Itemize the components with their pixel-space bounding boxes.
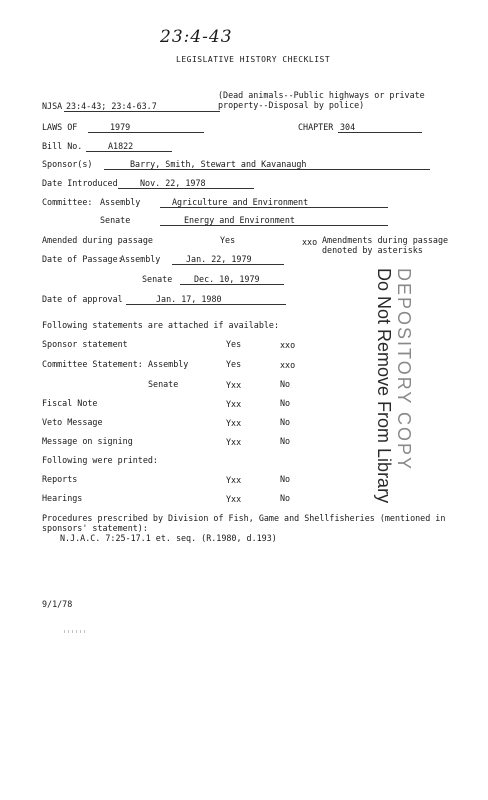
statement-committee-assembly-no: xxo	[280, 360, 296, 370]
approval-field	[126, 294, 286, 305]
chapter-label: CHAPTER	[298, 122, 334, 132]
statement-veto-message-label: Veto Message	[42, 417, 103, 427]
bill-label: Bill No.	[42, 141, 83, 151]
statement-committee-senate-yes: Yxx	[226, 380, 242, 390]
committee-assembly-value: Agriculture and Environment	[160, 198, 388, 208]
statement-sponsor-label: Sponsor statement	[42, 339, 128, 349]
bill-field	[86, 141, 172, 152]
committee-senate-field	[160, 215, 388, 226]
statement-veto-message-no: No	[280, 417, 291, 427]
printed-hearings-yes: Yxx	[226, 494, 242, 504]
printed-hearings-label: Hearings	[42, 493, 83, 503]
printed-reports-label: Reports	[42, 474, 78, 484]
statement-committee-senate-label: Senate	[148, 379, 179, 389]
statement-committee-assembly-yes: Yes	[226, 359, 242, 369]
footer-date: 9/1/78	[42, 599, 73, 609]
approval-label: Date of approval	[42, 294, 123, 304]
amended-mark: xxo	[302, 237, 318, 247]
chapter-field	[338, 122, 422, 133]
statement-fiscal-note-yes: Yxx	[226, 399, 242, 409]
stamp-do-not-remove: Do Not Remove From Library	[374, 268, 394, 504]
committee-senate-label: Senate	[100, 215, 131, 225]
approval-value: Jan. 17, 1980	[126, 295, 286, 305]
chapter-value: 304	[338, 123, 422, 133]
committee-assembly-label: Assembly	[100, 197, 141, 207]
njsa-field	[64, 101, 220, 112]
passage-label: Date of Passage:	[42, 254, 123, 264]
printed-reports-no: No	[280, 474, 291, 484]
passage-senate-field	[180, 274, 284, 285]
printed-reports-yes: Yxx	[226, 475, 242, 485]
statement-sponsor-yes: Yes	[226, 339, 242, 349]
committee-label: Committee:	[42, 197, 93, 207]
njsa-description-line2: property--Disposal by police)	[218, 100, 365, 110]
amended-yes: Yes	[220, 235, 236, 245]
laws-value: 1979	[88, 123, 204, 133]
date-introduced-label: Date Introduced	[42, 178, 118, 188]
amended-label: Amended during passage	[42, 235, 153, 245]
procedures-citation: N.J.A.C. 7:25-17.1 et. seq. (R.1980, d.193)	[60, 533, 277, 543]
committee-senate-value: Energy and Environment	[160, 216, 388, 226]
procedures-line2: sponsors' statement):	[42, 523, 148, 533]
statement-message-signing-label: Message on signing	[42, 436, 133, 446]
statement-committee-label: Committee Statement:	[42, 359, 143, 369]
laws-label: LAWS OF	[42, 122, 78, 132]
statement-message-signing-no: No	[280, 436, 291, 446]
passage-assembly-label: Assembly	[120, 254, 161, 264]
date-introduced-value: Nov. 22, 1978	[118, 179, 254, 189]
statement-committee-assembly-label: Assembly	[148, 359, 189, 369]
stamp-depository-copy: DEPOSITORY COPY	[394, 268, 414, 472]
depository-stamp	[372, 268, 414, 504]
statement-message-signing-yes: Yxx	[226, 437, 242, 447]
passage-assembly-value: Jan. 22, 1979	[172, 255, 284, 265]
njsa-value: 23:4-43; 23:4-63.7	[64, 102, 220, 112]
njsa-label: NJSA	[42, 101, 63, 111]
statement-veto-message-yes: Yxx	[226, 418, 242, 428]
attached-heading: Following statements are attached if available:	[42, 320, 279, 330]
passage-assembly-field	[172, 254, 284, 265]
bill-value: A1822	[86, 142, 172, 152]
date-introduced-field	[118, 178, 254, 189]
sponsors-field	[104, 159, 430, 170]
laws-field	[88, 122, 204, 133]
amended-note-line1: Amendments during passage	[322, 235, 449, 245]
statement-sponsor-no: xxo	[280, 340, 296, 350]
printed-hearings-no: No	[280, 493, 291, 503]
sponsors-value: Barry, Smith, Stewart and Kavanaugh	[104, 160, 430, 170]
statement-committee-senate-no: No	[280, 379, 291, 389]
amended-note-line2: denoted by asterisks	[322, 245, 423, 255]
njsa-description-line1: (Dead animals--Public highways or private	[218, 90, 425, 100]
printed-heading: Following were printed:	[42, 455, 158, 465]
document-title: LEGISLATIVE HISTORY CHECKLIST	[176, 55, 331, 64]
passage-senate-value: Dec. 10, 1979	[180, 275, 284, 285]
statement-fiscal-note-no: No	[280, 398, 291, 408]
committee-assembly-field	[160, 197, 388, 208]
passage-senate-label: Senate	[142, 274, 173, 284]
scan-specks	[64, 630, 86, 633]
sponsors-label: Sponsor(s)	[42, 159, 93, 169]
statement-fiscal-note-label: Fiscal Note	[42, 398, 98, 408]
handwritten-statute-number: 23:4-43	[160, 27, 233, 47]
procedures-line1: Procedures prescribed by Division of Fish, Game and Shellfisheries (mentioned in	[42, 513, 446, 523]
